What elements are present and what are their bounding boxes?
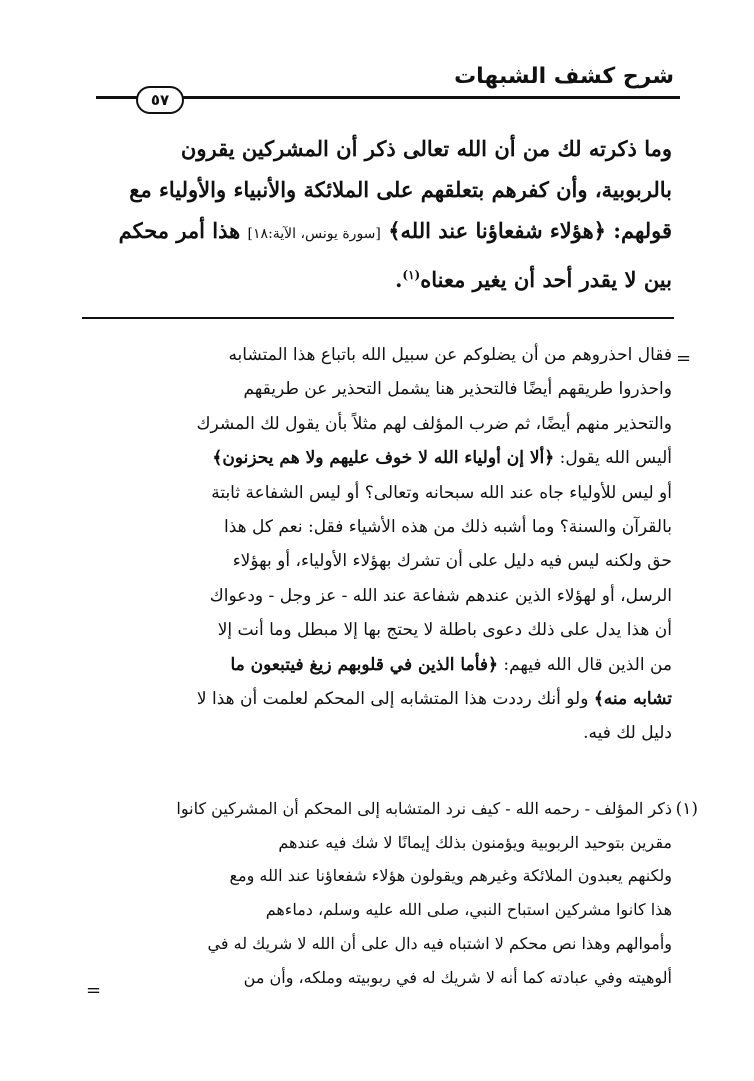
commentary-text-part: أليس الله يقول: [559,448,672,469]
main-line-end: هذا أمر محكم [118,218,241,243]
continuation-mark: = [676,348,692,369]
commentary-text-part: ولو أنك رددت هذا المتشابه إلى المحكم لعلمت أن هذا لا [196,689,589,710]
commentary-line: بالقرآن والسنة؟ وما أشبه ذلك من هذه الأشياء فقل: نعم كل هذا [223,517,672,538]
quran-quote: ﴿ألا إن أولياء الله لا خوف عليهم ولا هم يحزنون﴾ [212,448,555,469]
period: . [395,267,403,292]
main-line-text: بين لا يقدر أحد أن يغير معناه [420,267,672,292]
header-rule-left [96,96,136,99]
commentary-line: دليل لك فيه. [583,723,672,744]
page-number: ٥٧ [136,86,184,114]
commentary-line: الرسل، أو لهؤلاء الذين عندهم شفاعة عند الله - عز وجل - ودعواك [209,585,672,606]
commentary-line [84,682,672,716]
quran-quote: تشابه منه﴾ [593,689,672,710]
quran-quote: ﴿فأما الذين في قلوبهم زيغ فيتبعون ما [230,654,498,675]
footnote-line: ألوهيته وفي عبادته كما أنه لا شريك له في ربوبيته وملكه، وأن من [243,967,672,987]
commentary-line [84,648,672,682]
footnote-line: هذا كانوا مشركين استباح النبي، صلى الله عليه وسلم، دماءهم [265,900,672,920]
commentary-line: أو ليس للأولياء جاه عند الله سبحانه وتعالى؟ أو ليس الشفاعة ثابتة [211,482,672,503]
footnote-line: وأموالهم وهذا نص محكم لا اشتباه فيه دال على أن الله لا شريك له في [207,933,672,953]
main-line: وما ذكرته لك من أن الله تعالى ذكر أن المشركين يقرون [180,136,672,161]
commentary-line: فقال احذروهم من أن يضلوكم عن سبيل الله باتباع هذا المتشابه [228,345,672,365]
commentary-line: واحذروا طريقهم أيضًا فالتحذير هنا يشمل التحذير عن طريقهم [243,379,672,400]
commentary-line: حق ولكنه ليس فيه دليل على أن تشرك بهؤلاء الأولياء، أو بهؤلاء [232,551,672,572]
main-text [72,128,672,300]
main-line [72,255,672,300]
footnote-line: مقرين بتوحيد الربوبية ويؤمنون بذلك إيمانًا لا شك فيه عندهم [278,832,672,852]
footnote-line: ولكنهم يعبدون الملائكة وغيرهم ويقولون هؤلاء شفعاؤنا عند الله ومع [229,866,672,886]
main-line-start: قولهم: [613,218,672,243]
footnote-text [84,792,672,994]
commentary-line: أن هذا يدل على ذلك دعوى باطلة لا يحتج بها إلا مبطل وما أنت إلا [217,620,672,641]
footnote-label: (١) [675,799,698,819]
continuation-mark: = [86,980,102,1001]
footnote-marker: (١) [402,268,421,282]
quran-quote: ﴿هؤلاء شفعاؤنا عند الله﴾ [388,218,606,243]
main-line [72,210,672,255]
running-title: شرح كشف الشبهات [454,64,674,89]
footnote-separator [82,317,674,319]
footnote-line: ذكر المؤلف - رحمه الله - كيف نرد المتشابه إلى المحكم أن المشركين كانوا [176,799,672,818]
verse-reference: [سورة يونس، الآية:١٨] [247,226,381,242]
main-line: بالربوبية، وأن كفرهم بتعلقهم على الملائكة والأنبياء والأولياء مع [129,177,672,202]
commentary-line [84,441,672,475]
commentary-text [84,338,672,751]
commentary-line: والتحذير منهم أيضًا، ثم ضرب المؤلف لهم مثلاً بأن يقول لك المشرك [196,413,672,434]
commentary-text-part: من الذين قال الله فيهم: [503,654,672,675]
